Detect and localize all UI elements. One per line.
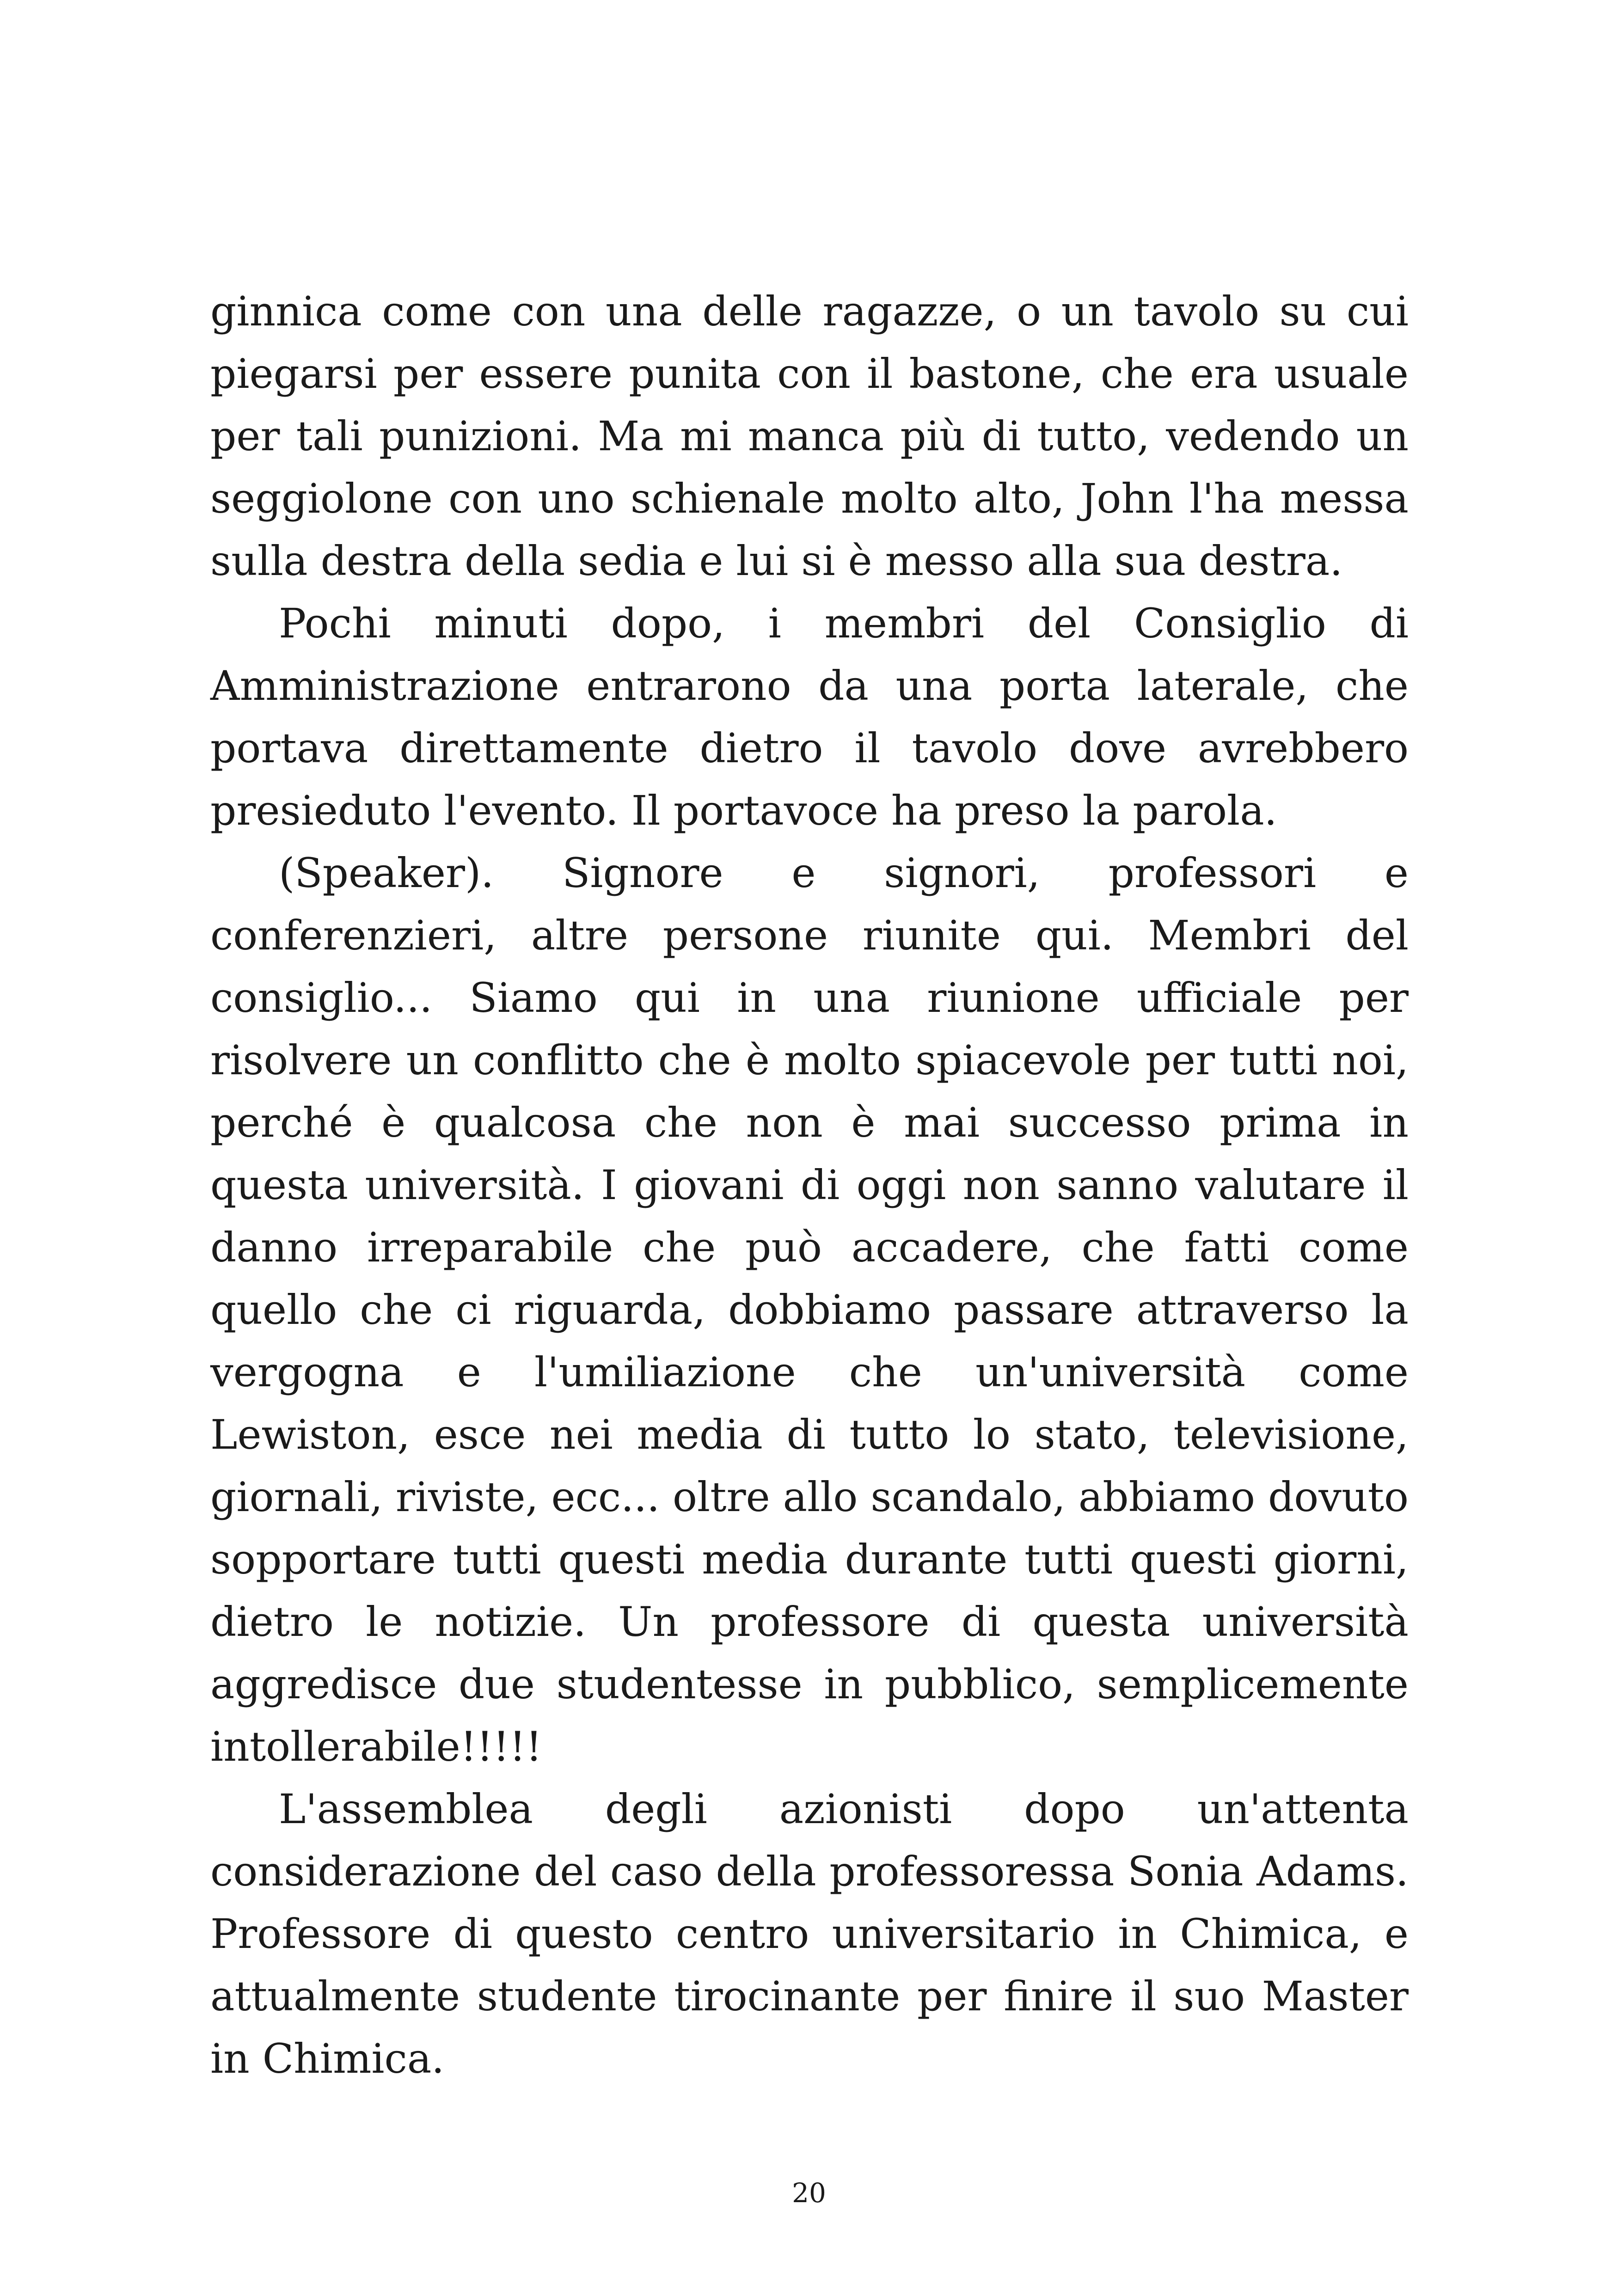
body-text (210, 280, 1409, 2090)
page-number: 20 (792, 2177, 826, 2209)
paragraph-speaker: (Speaker). Signore e signori, professori e conferenzieri, altre persone riunite qui. Membri del consiglio... Siamo qui in una riunione ufficiale per risolvere un conflitto che è molto spiacevole per tutti noi, perché è qualcosa che non è mai successo prima in questa università. I giovani di oggi non sanno valutare il danno irreparabile che può accadere, che fatti come quello che ci riguarda, dobbiamo passare attraverso la vergogna e l'umiliazione che un'università come Lewiston, esce nei media di tutto lo stato, televisione, giornali, riviste, ecc... oltre allo scandalo, abbiamo dovuto sopportare tutti questi media durante tutti questi giorni, dietro le notizie. Un professore di questa università aggredisce due studentesse in pubblico, semplicemente intollerabile!!!!! (210, 849, 1409, 1770)
paragraph-continuation: ginnica come con una delle ragazze, o un tavolo su cui piegarsi per essere punita con il bastone, che era usuale per tali punizioni. Ma mi manca più di tutto, vedendo un seggiolone con uno schienale molto alto, John l'ha messa sulla destra della sedia e lui si è messo alla sua destra. (210, 288, 1409, 585)
paragraph-assembly: L'assemblea degli azionisti dopo un'attenta considerazione del caso della professoressa Sonia Adams. Professore di questo centro universitario in Chimica, e attualmente studente tirocinante per finire il suo Master in Chimica. (210, 1785, 1409, 2082)
paragraph-board-enters: Pochi minuti dopo, i membri del Consiglio di Amministrazione entrarono da una porta laterale, che portava direttamente dietro il tavolo dove avrebbero presieduto l'evento. Il portavoce ha preso la parola. (210, 600, 1409, 834)
